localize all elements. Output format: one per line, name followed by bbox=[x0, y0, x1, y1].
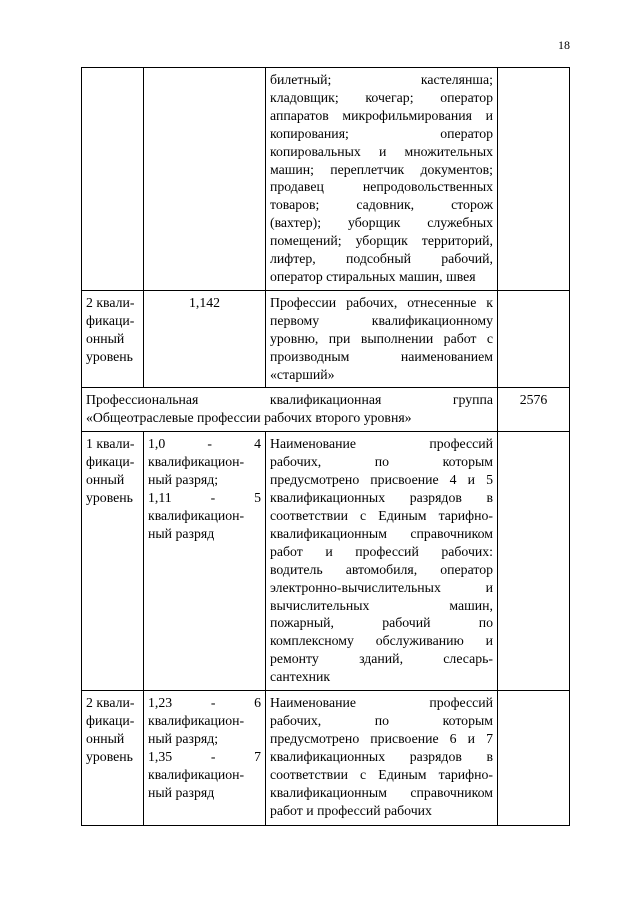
text-line: ный разряд bbox=[148, 784, 215, 800]
text-line: билетный; кастелянша; bbox=[270, 72, 493, 87]
page-number: 18 bbox=[558, 38, 570, 52]
profession-cell bbox=[266, 432, 498, 691]
text-line: 1,0 - 4 bbox=[148, 436, 261, 452]
text-line: 2 квали- bbox=[86, 294, 135, 310]
text-line: 1 квали- bbox=[86, 436, 135, 452]
salary-value: 2576 bbox=[519, 392, 548, 408]
text-line: квалификационных разрядов в bbox=[270, 748, 493, 764]
text-line: Профессии рабочих, отнесенные к bbox=[270, 294, 493, 310]
salary-cell bbox=[498, 290, 570, 388]
text-line: помещений; уборщик территорий, bbox=[270, 233, 493, 249]
text-line: работ и профессий рабочих bbox=[270, 802, 432, 818]
table-row bbox=[82, 68, 570, 291]
salary-cell bbox=[498, 691, 570, 826]
text-line: квалификационным справочником bbox=[270, 784, 493, 800]
group-row bbox=[82, 388, 570, 432]
table-row bbox=[82, 290, 570, 388]
level-cell bbox=[82, 68, 144, 291]
table-row bbox=[82, 432, 570, 691]
text-line: рабочих, по которым bbox=[270, 713, 493, 728]
text-line: Профессиональная квалификационная группа bbox=[86, 392, 493, 408]
text-line: онный bbox=[86, 330, 125, 346]
profession-cell bbox=[266, 691, 498, 826]
text-line: квалификацион- bbox=[148, 454, 245, 470]
text-line: машин; переплетчик документов; bbox=[270, 161, 493, 177]
text-line: предусмотрено присвоение 4 и 5 bbox=[270, 472, 493, 488]
coefficient-cell bbox=[144, 68, 266, 291]
coefficient-cell bbox=[144, 432, 266, 691]
text-line: квалификацион- bbox=[148, 508, 245, 524]
text-line: фикаци- bbox=[86, 312, 135, 328]
text-line: 1,23 - 6 bbox=[148, 695, 261, 711]
text-line: первому квалификационному bbox=[270, 312, 493, 328]
text-line: пожарный, рабочий по bbox=[270, 615, 493, 631]
salary-cell bbox=[498, 432, 570, 691]
qualification-table bbox=[81, 67, 570, 826]
text-line: ный разряд; bbox=[148, 472, 219, 488]
text-line: 1,35 - 7 bbox=[148, 748, 261, 764]
text-line: ный разряд bbox=[148, 525, 215, 541]
text-line: электронно-вычислительных и bbox=[270, 579, 493, 595]
text-line: (вахтер); уборщик служебных bbox=[270, 215, 493, 231]
text-line: оператор стиральных машин, швея bbox=[270, 268, 476, 284]
text-line: ный разряд; bbox=[148, 730, 219, 746]
level-cell bbox=[82, 290, 144, 388]
text-line: уровень bbox=[86, 490, 133, 506]
text-line: «Общеотраслевые профессии рабочих второго уровня» bbox=[86, 410, 412, 426]
coefficient-cell bbox=[144, 691, 266, 826]
group-title-cell bbox=[82, 388, 498, 432]
text-line: водитель автомобиля, оператор bbox=[270, 561, 493, 577]
text-line: вычислительных машин, bbox=[270, 597, 493, 613]
text-line: предусмотрено присвоение 6 и 7 bbox=[270, 730, 493, 746]
table-row bbox=[82, 691, 570, 826]
text-line: квалификационных разрядов в bbox=[270, 490, 493, 506]
text-line: копировальных и множительных bbox=[270, 143, 493, 159]
text-line: сантехник bbox=[270, 669, 331, 685]
coefficient-cell bbox=[144, 290, 266, 388]
text-line: квалификационным справочником bbox=[270, 525, 493, 541]
text-line: кладовщик; кочегар; оператор bbox=[270, 89, 493, 105]
text-line: ремонту зданий, слесарь- bbox=[270, 651, 493, 667]
text-line: Наименование профессий bbox=[270, 695, 493, 711]
text-line: 2 квали- bbox=[86, 695, 135, 711]
text-line: товаров; садовник, сторож bbox=[270, 197, 493, 213]
text-line: квалификацион- bbox=[148, 713, 245, 728]
text-line: квалификацион- bbox=[148, 766, 245, 782]
text-line: работ и профессий рабочих: bbox=[270, 543, 493, 559]
text-line: 1,11 - 5 bbox=[148, 490, 261, 506]
text-line: соответствии с Единым тарифно- bbox=[270, 508, 493, 524]
text-line: рабочих, по которым bbox=[270, 454, 493, 470]
text-line: комплексному обслуживанию и bbox=[270, 633, 493, 649]
profession-cell bbox=[266, 68, 498, 291]
salary-cell bbox=[498, 388, 570, 432]
text-line: фикаци- bbox=[86, 713, 135, 728]
text-line: Наименование профессий bbox=[270, 436, 493, 452]
text-line: лифтер, подсобный рабочий, bbox=[270, 251, 493, 267]
text-line: онный bbox=[86, 472, 125, 488]
text-line: уровень bbox=[86, 748, 133, 764]
level-cell bbox=[82, 432, 144, 691]
text-line: уровню, при выполнении работ с bbox=[270, 330, 493, 346]
text-line: фикаци- bbox=[86, 454, 135, 470]
text-line: онный bbox=[86, 730, 125, 746]
text-line: копирования; оператор bbox=[270, 125, 493, 141]
text-line: аппаратов микрофильмирования и bbox=[270, 107, 493, 123]
text-line: соответствии с Единым тарифно- bbox=[270, 766, 493, 782]
text-line: уровень bbox=[86, 348, 133, 364]
coefficient-value: 1,142 bbox=[188, 294, 221, 310]
salary-cell bbox=[498, 68, 570, 291]
text-line: продавец непродовольственных bbox=[270, 179, 493, 195]
profession-cell bbox=[266, 290, 498, 388]
text-line: «старший» bbox=[270, 366, 335, 382]
level-cell bbox=[82, 691, 144, 826]
text-line: производным наименованием bbox=[270, 348, 493, 364]
